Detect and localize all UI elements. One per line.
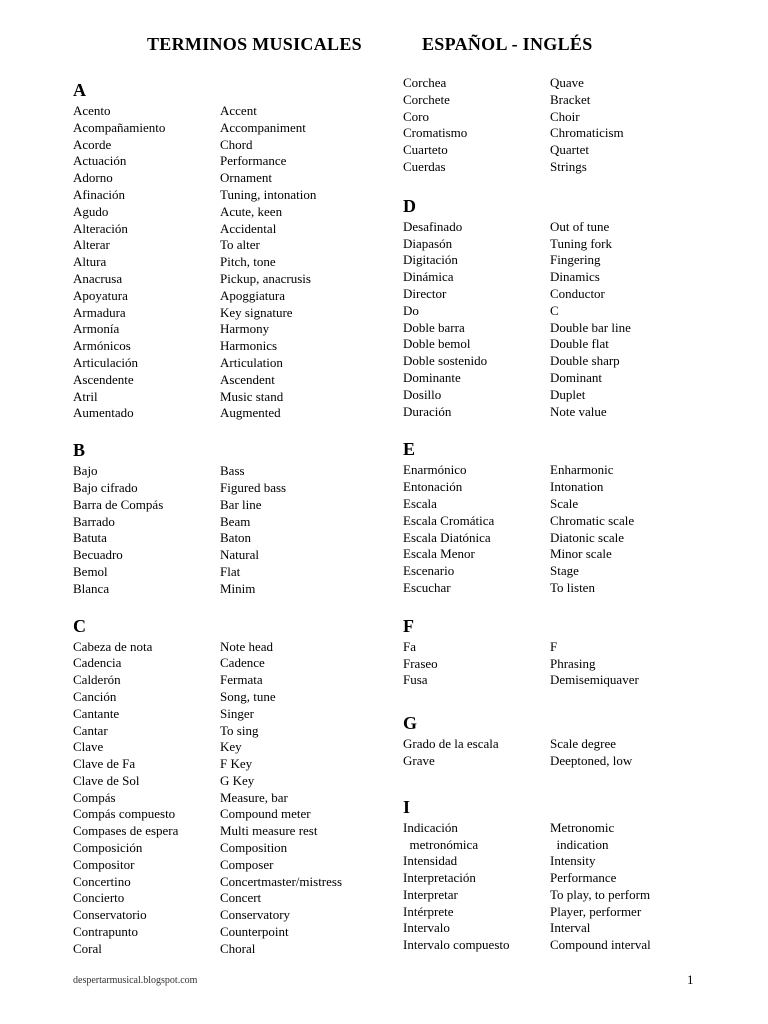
section-letter: D — [403, 195, 416, 216]
english-term: Harmonics — [220, 338, 278, 354]
english-term: Acute, keen — [220, 203, 283, 219]
english-term: Dinamics — [550, 269, 600, 285]
spanish-term: Doble bemol — [403, 336, 471, 352]
section-letter: A — [73, 80, 86, 100]
spanish-term: Intensidad — [403, 853, 458, 869]
spanish-term: Escala Cromática — [403, 512, 495, 528]
spanish-term: Escuchar — [403, 579, 451, 595]
spanish-term: Aumentado — [73, 405, 134, 421]
english-term: Harmony — [220, 321, 270, 337]
spanish-term: Grado de la escala — [403, 736, 499, 752]
spanish-term: Compases de espera — [73, 823, 179, 839]
term-row — [403, 92, 743, 109]
spanish-term: Concierto — [73, 890, 125, 906]
spanish-term: Intervalo — [403, 920, 450, 936]
spanish-term: Armónicos — [73, 338, 131, 354]
english-term: C — [550, 302, 559, 318]
english-term: Fingering — [550, 252, 601, 268]
term-row — [73, 103, 383, 120]
english-term: Key — [220, 739, 242, 755]
term-row — [73, 221, 383, 238]
english-term: Fermata — [220, 672, 263, 688]
english-term: Double bar line — [550, 319, 631, 335]
term-row — [73, 672, 383, 689]
term-row — [403, 370, 743, 387]
english-term: Out of tune — [550, 218, 610, 234]
english-term: Natural — [220, 547, 259, 563]
spanish-term: Cabeza de nota — [73, 638, 153, 654]
english-term: Choral — [220, 940, 256, 956]
term-row — [73, 890, 383, 907]
spanish-term: Bajo cifrado — [73, 479, 138, 495]
term-row — [403, 269, 743, 286]
english-term: Song, tune — [220, 688, 276, 704]
english-term: Note head — [220, 638, 274, 654]
english-term: Dominant — [550, 369, 602, 385]
spanish-term: Indicación metronómica — [403, 819, 479, 852]
term-row — [73, 639, 383, 656]
spanish-term: Interpretar — [403, 886, 458, 902]
spanish-term: Digitación — [403, 252, 458, 268]
spanish-term: Duración — [403, 403, 452, 419]
term-row — [403, 753, 743, 770]
english-term: Enharmonic — [550, 462, 614, 478]
english-term: Stage — [550, 563, 579, 579]
section-c — [73, 614, 383, 958]
term-row — [73, 480, 383, 497]
term-row — [73, 463, 383, 480]
english-term: Quave — [550, 75, 584, 90]
term-row — [73, 564, 383, 581]
spanish-term: Cuarteto — [403, 142, 448, 158]
section-b — [73, 438, 383, 597]
english-term: Conductor — [550, 285, 605, 301]
english-term: Concert — [220, 890, 262, 906]
term-row — [403, 672, 743, 689]
term-row — [73, 806, 383, 823]
term-row — [403, 920, 743, 937]
english-term: Interval — [550, 920, 591, 936]
english-term: Scale degree — [550, 736, 617, 752]
english-term: Bracket — [550, 91, 591, 107]
spanish-term: Canción — [73, 688, 117, 704]
spanish-term: Cantante — [73, 705, 120, 721]
spanish-term: Armonía — [73, 321, 120, 337]
spanish-term: Cantar — [73, 722, 108, 738]
term-row — [403, 937, 743, 954]
english-term: To sing — [220, 722, 259, 738]
spanish-term: Clave de Sol — [73, 772, 140, 788]
section-g — [403, 711, 743, 770]
spanish-term: Enarmónico — [403, 462, 467, 478]
spanish-term: Coral — [73, 940, 102, 956]
spanish-term: Dominante — [403, 369, 461, 385]
section-letter: G — [403, 713, 418, 734]
spanish-term: Clave de Fa — [73, 756, 136, 772]
term-row — [73, 723, 383, 740]
spanish-term: Acento — [73, 103, 111, 118]
term-row — [403, 639, 743, 656]
english-term: Ascendent — [220, 371, 275, 387]
term-row — [73, 907, 383, 924]
section-a — [73, 78, 383, 422]
term-row — [73, 756, 383, 773]
term-row — [73, 237, 383, 254]
term-row — [73, 874, 383, 891]
term-row — [73, 739, 383, 756]
spanish-term: Actuación — [73, 153, 127, 169]
english-term: Player, performer — [550, 903, 642, 919]
english-term: Flat — [220, 563, 241, 579]
spanish-term: Dinámica — [403, 269, 454, 285]
term-row — [403, 736, 743, 753]
spanish-term: Corchea — [403, 75, 447, 90]
english-term: To listen — [550, 579, 595, 595]
spanish-term: Escala — [403, 495, 437, 511]
term-row — [73, 372, 383, 389]
english-term: Deeptoned, low — [550, 752, 633, 768]
term-row — [403, 353, 743, 370]
term-row — [73, 530, 383, 547]
term-row — [73, 355, 383, 372]
term-row — [73, 170, 383, 187]
spanish-term: Fa — [403, 638, 416, 654]
english-term: Bass — [220, 463, 245, 479]
page-title — [0, 34, 768, 58]
term-row — [403, 404, 743, 421]
term-row — [73, 840, 383, 857]
term-row — [73, 187, 383, 204]
section-letter: E — [403, 439, 416, 460]
spanish-term: Corchete — [403, 91, 450, 107]
term-row — [403, 336, 743, 353]
spanish-term: Agudo — [73, 203, 109, 219]
spanish-term: Acompañamiento — [73, 119, 166, 135]
term-row — [73, 204, 383, 221]
section-d — [403, 194, 743, 421]
term-row — [73, 305, 383, 322]
english-term: Apoggiatura — [220, 287, 285, 303]
term-row — [403, 904, 743, 921]
english-term: Quartet — [550, 142, 589, 158]
term-row — [403, 125, 743, 142]
term-row — [73, 924, 383, 941]
spanish-term: Director — [403, 285, 447, 301]
spanish-term: Apoyatura — [73, 287, 128, 303]
english-term: Music stand — [220, 388, 284, 404]
english-term: Demisemiquaver — [550, 672, 639, 688]
english-term: To alter — [220, 237, 260, 253]
term-row — [73, 790, 383, 807]
english-term: Minim — [220, 580, 256, 596]
spanish-term: Fraseo — [403, 655, 438, 671]
spanish-term: Armadura — [73, 304, 126, 320]
english-term: Articulation — [220, 354, 283, 370]
english-term: Strings — [550, 158, 587, 174]
term-row — [73, 857, 383, 874]
spanish-term: Grave — [403, 752, 435, 768]
spanish-term: Bemol — [73, 563, 108, 579]
term-row — [73, 120, 383, 137]
spanish-term: Clave — [73, 739, 104, 755]
term-row — [403, 320, 743, 337]
term-row — [403, 580, 743, 597]
term-row — [73, 823, 383, 840]
english-term: Double flat — [550, 336, 609, 352]
english-term: Performance — [220, 153, 287, 169]
english-term: Note value — [550, 403, 607, 419]
section-i — [403, 795, 743, 954]
column-right — [403, 75, 743, 954]
english-term: Intensity — [550, 853, 596, 869]
term-row — [73, 271, 383, 288]
spanish-term: Escenario — [403, 563, 455, 579]
term-row — [73, 514, 383, 531]
section-letter: F — [403, 615, 414, 636]
english-term: Metronomic indication — [550, 819, 615, 852]
english-term: Counterpoint — [220, 924, 289, 940]
term-row — [403, 530, 743, 547]
english-term: Composer — [220, 856, 274, 872]
term-row — [73, 497, 383, 514]
term-row — [73, 581, 383, 598]
term-row — [73, 706, 383, 723]
english-term: Accent — [220, 103, 257, 118]
english-term: Figured bass — [220, 479, 287, 495]
spanish-term: Alterar — [73, 237, 110, 253]
spanish-term: Concertino — [73, 873, 131, 889]
english-term: Key signature — [220, 304, 293, 320]
term-row — [403, 462, 743, 479]
term-row — [403, 159, 743, 176]
english-term: Concertmaster/mistress — [220, 873, 343, 889]
term-row — [403, 219, 743, 236]
term-row — [403, 75, 743, 92]
spanish-term: Batuta — [73, 530, 107, 546]
term-row — [73, 405, 383, 422]
title-left: TERMINOS MUSICALES — [147, 34, 362, 54]
term-row — [403, 303, 743, 320]
english-term: F — [550, 638, 558, 654]
term-row — [403, 656, 743, 673]
english-term: F Key — [220, 756, 253, 772]
spanish-term: Escala Diatónica — [403, 529, 491, 545]
spanish-term: Coro — [403, 108, 429, 124]
english-term: Phrasing — [550, 655, 596, 671]
term-row — [73, 547, 383, 564]
footer-site: despertarmusical.blogspot.com — [73, 975, 198, 986]
english-term: Singer — [220, 705, 254, 721]
spanish-term: Barrado — [73, 513, 115, 529]
english-term: Multi measure rest — [220, 823, 318, 839]
english-term: Accidental — [220, 220, 277, 236]
spanish-term: Doble sostenido — [403, 353, 488, 369]
spanish-term: Adorno — [73, 170, 113, 186]
term-row — [403, 142, 743, 159]
term-row — [73, 338, 383, 355]
english-term: Accompaniment — [220, 119, 306, 135]
english-term: Scale — [550, 495, 579, 511]
term-row — [73, 655, 383, 672]
page-number: 1 — [687, 972, 694, 987]
term-row — [73, 321, 383, 338]
spanish-term: Entonación — [403, 479, 463, 495]
spanish-term: Dosillo — [403, 386, 442, 402]
english-term: Bar line — [220, 496, 262, 512]
spanish-term: Escala Menor — [403, 546, 475, 562]
section-letter: C — [73, 615, 86, 636]
term-row — [403, 286, 743, 303]
term-row — [403, 820, 743, 854]
term-row — [73, 288, 383, 305]
english-term: Intonation — [550, 479, 604, 495]
english-term: Pickup, anacrusis — [220, 270, 311, 286]
spanish-term: Anacrusa — [73, 270, 123, 286]
section-e — [403, 437, 743, 596]
english-term: Compound interval — [550, 937, 651, 953]
english-term: Double sharp — [550, 353, 620, 369]
spanish-term: Altura — [73, 254, 107, 270]
english-term: Duplet — [550, 386, 586, 402]
section-letter: B — [73, 440, 86, 461]
term-row — [73, 137, 383, 154]
spanish-term: Articulación — [73, 354, 138, 370]
english-term: Chromatic scale — [550, 512, 635, 528]
spanish-term: Ascendente — [73, 371, 134, 387]
term-row — [403, 513, 743, 530]
spanish-term: Becuadro — [73, 547, 123, 563]
english-term: Chromaticism — [550, 125, 624, 141]
term-row — [403, 496, 743, 513]
term-row — [73, 389, 383, 406]
english-term: Performance — [550, 870, 617, 886]
spanish-term: Cadencia — [73, 655, 122, 671]
spanish-term: Do — [403, 302, 419, 318]
spanish-term: Intérprete — [403, 903, 454, 919]
spanish-term: Bajo — [73, 463, 98, 479]
spanish-term: Composición — [73, 840, 143, 856]
english-term: Diatonic scale — [550, 529, 624, 545]
term-row — [73, 941, 383, 958]
spanish-term: Compás compuesto — [73, 806, 176, 822]
english-term: Composition — [220, 840, 288, 856]
spanish-term: Doble barra — [403, 319, 465, 335]
term-row — [73, 153, 383, 170]
english-term: Compound meter — [220, 806, 311, 822]
spanish-term: Interpretación — [403, 870, 476, 886]
column-left — [73, 78, 383, 958]
english-term: Tuning, intonation — [220, 186, 317, 202]
english-term: Pitch, tone — [220, 254, 276, 270]
term-row — [403, 870, 743, 887]
spanish-term: Fusa — [403, 672, 428, 688]
english-term: Beam — [220, 513, 251, 529]
term-row — [403, 479, 743, 496]
english-term: Choir — [550, 108, 580, 124]
section-cont — [403, 75, 743, 176]
spanish-term: Alteración — [73, 220, 128, 236]
term-row — [73, 254, 383, 271]
english-term: Measure, bar — [220, 789, 288, 805]
english-term: Ornament — [220, 170, 272, 186]
english-term: Conservatory — [220, 907, 291, 923]
term-row — [403, 252, 743, 269]
spanish-term: Atril — [73, 388, 98, 404]
spanish-term: Acorde — [73, 136, 112, 152]
english-term: G Key — [220, 772, 255, 788]
spanish-term: Conservatorio — [73, 907, 147, 923]
spanish-term: Compositor — [73, 856, 135, 872]
section-letter: I — [403, 796, 411, 817]
spanish-term: Contrapunto — [73, 924, 138, 940]
english-term: Tuning fork — [550, 235, 613, 251]
section-f — [403, 614, 743, 689]
spanish-term: Cuerdas — [403, 158, 446, 174]
spanish-term: Intervalo compuesto — [403, 937, 510, 953]
spanish-term: Diapasón — [403, 235, 453, 251]
term-row — [73, 689, 383, 706]
spanish-term: Calderón — [73, 672, 121, 688]
term-row — [403, 546, 743, 563]
spanish-term: Cromatismo — [403, 125, 468, 141]
english-term: To play, to perform — [550, 886, 651, 902]
spanish-term: Blanca — [73, 580, 110, 596]
english-term: Minor scale — [550, 546, 612, 562]
term-row — [403, 563, 743, 580]
spanish-term: Afinación — [73, 186, 125, 202]
term-row — [403, 853, 743, 870]
term-row — [403, 109, 743, 126]
term-row — [403, 387, 743, 404]
spanish-term: Desafinado — [403, 218, 463, 234]
spanish-term: Barra de Compás — [73, 496, 164, 512]
term-row — [403, 887, 743, 904]
term-row — [73, 773, 383, 790]
english-term: Cadence — [220, 655, 265, 671]
spanish-term: Compás — [73, 789, 116, 805]
term-row — [403, 236, 743, 253]
english-term: Baton — [220, 530, 252, 546]
english-term: Chord — [220, 136, 253, 152]
english-term: Augmented — [220, 405, 281, 421]
title-right: ESPAÑOL - INGLÉS — [422, 34, 593, 54]
